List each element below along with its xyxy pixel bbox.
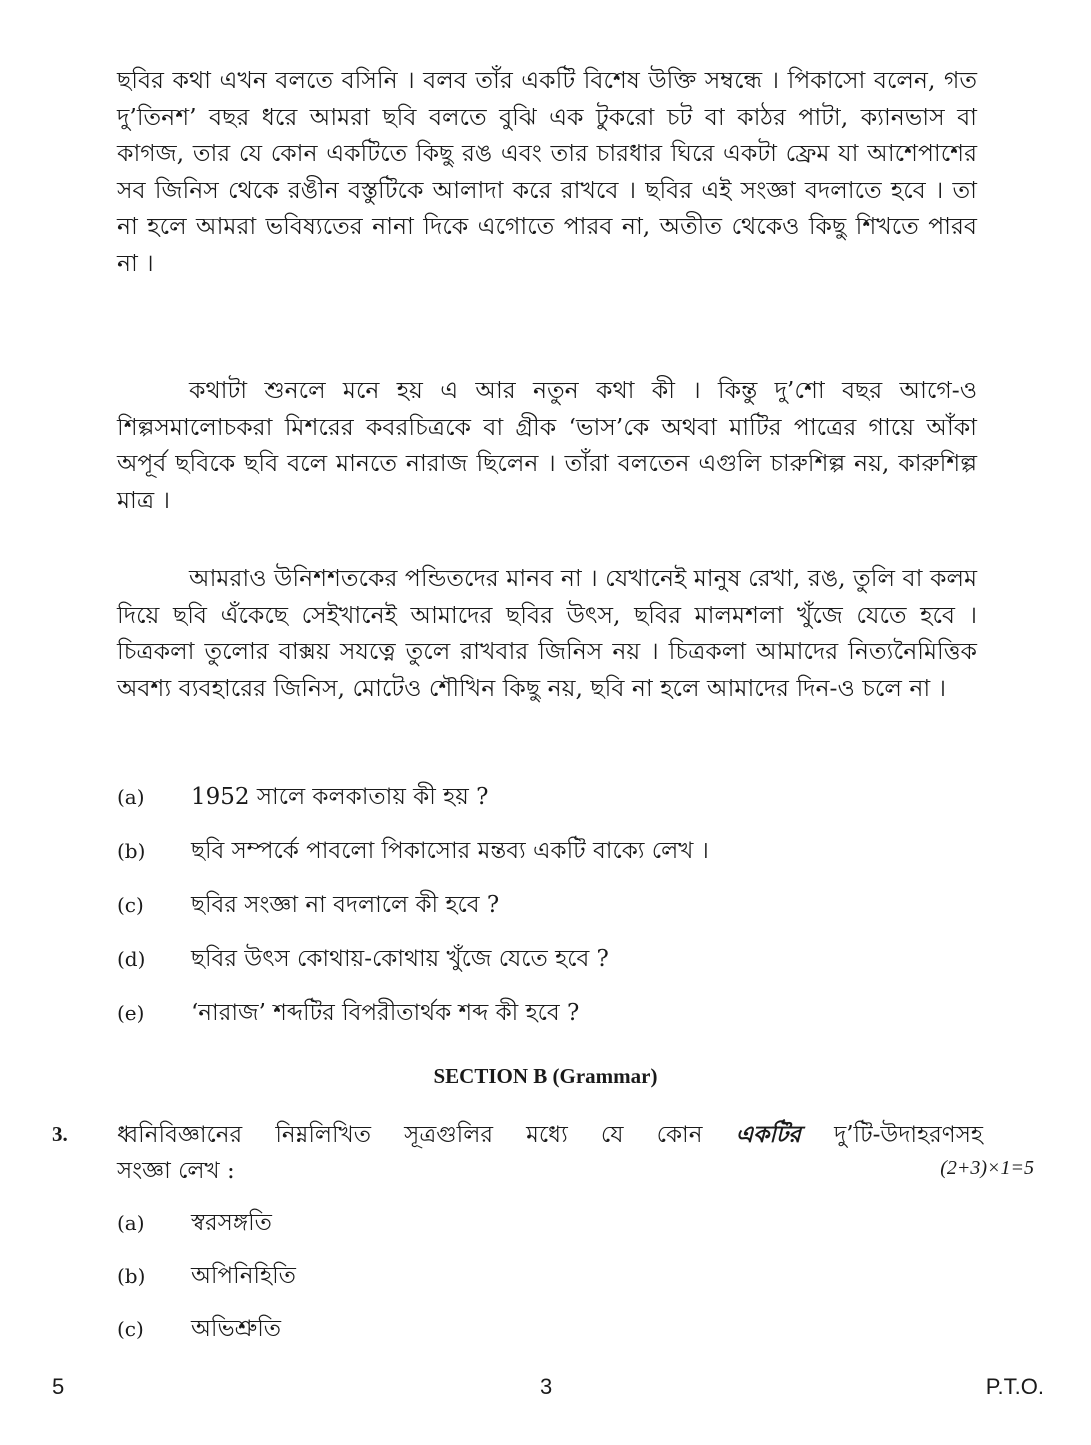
marks-allocation: (2+3)×1=5 xyxy=(940,1157,1034,1179)
q3-emphasis: একটির xyxy=(735,1121,801,1148)
section-heading: SECTION B (Grammar) xyxy=(433,1064,658,1088)
question-text: ছবি সম্পর্কে পাবলো পিকাসোর মন্তব্য একটি বাক্যে লেখ । xyxy=(191,838,709,864)
question-text: অভিশ্রুতি xyxy=(191,1316,282,1342)
question-label: (c) xyxy=(117,1317,144,1341)
question-2d xyxy=(117,942,987,976)
question-2a xyxy=(117,780,987,814)
question-3-text-line-2: সংজ্ঞা লেখ : xyxy=(117,1158,235,1184)
question-label: (a) xyxy=(117,1211,145,1235)
question-2e xyxy=(117,996,987,1030)
question-text: স্বরসঙ্গতি xyxy=(191,1210,272,1236)
footer-code: 5 xyxy=(52,1374,65,1399)
pto-label: P.T.O. xyxy=(985,1374,1044,1399)
passage-paragraph-1: ছবির কথা এখন বলতে বসিনি । বলব তাঁর একটি বিশেষ উক্তি সম্বন্ধে । পিকাসো বলেন, গত দু’তিনশ’ বছর ধরে আমরা ছবি বলতে বুঝি এক টুকরো চট বা কাঠর পাটা, ক্যানভাস বা কাগজ, তার যে কোন একটিতে কিছু রঙ এবং তার চারধার ঘিরে একটা ফ্রেম যা আশেপাশের সব জিনিস থেকে রঙীন বস্তুটিকে আলাদা করে রাখবে । ছবির এই সংজ্ঞা বদলাতে হবে । তা না হলে আমরা ভবিষ্যতের নানা দিকে এগোতে পারব না, অতীত থেকেও কিছু শিখতে পারব না । xyxy=(117,66,977,277)
question-label: (d) xyxy=(117,947,146,971)
question-2c xyxy=(117,888,987,922)
question-3c xyxy=(117,1312,987,1346)
question-label: (b) xyxy=(117,839,146,863)
question-label: (c) xyxy=(117,893,144,917)
question-3b xyxy=(117,1259,987,1293)
question-3-text-line-1 xyxy=(117,1117,983,1153)
question-text: ‘নারাজ’ শব্দটির বিপরীতার্থক শব্দ কী হবে ? xyxy=(191,1000,580,1026)
question-text: ছবির সংজ্ঞা না বদলালে কী হবে ? xyxy=(191,892,500,918)
question-label: (e) xyxy=(117,1001,145,1025)
question-number: 3. xyxy=(52,1122,68,1146)
passage-paragraph-3: আমরাও উনিশশতকের পন্ডিতদের মানব না । যেখানেই মানুষ রেখা, রঙ, তুলি বা কলম দিয়ে ছবি এঁকেছে সেইখানেই আমাদের ছবির উৎস, ছবির মালমশলা খুঁজে যেতে হবে । চিত্রকলা তুলোর বাক্সয় সযত্নে তুলে রাখবার জিনিস নয় । চিত্রকলা আমাদের নিত্যনৈমিত্তিক অবশ্য ব্যবহারের জিনিস, মোটেও শৌখিন কিছু নয়, ছবি না হলে আমাদের দিন-ও চলে না । xyxy=(117,564,977,702)
question-text: 1952 সালে কলকাতায় কী হয় ? xyxy=(191,784,489,810)
question-3a xyxy=(117,1206,987,1240)
question-text: অপিনিহিতি xyxy=(191,1263,296,1289)
passage-paragraph-2: কথাটা শুনলে মনে হয় এ আর নতুন কথা কী । কিন্তু দু’শো বছর আগে-ও শিল্পসমালোচকরা মিশরের কবরচিত্রকে বা গ্রীক ‘ভাস’কে অথবা মাটির পাত্রের গায়ে আঁকা অপূর্ব ছবিকে ছবি বলে মানতে নারাজ ছিলেন । তাঁরা বলতেন এগুলি চারুশিল্প নয়, কারুশিল্প মাত্র । xyxy=(117,376,977,514)
page-number: 3 xyxy=(540,1374,553,1399)
question-2b xyxy=(117,834,987,868)
question-text: ছবির উৎস কোথায়-কোথায় খুঁজে যেতে হবে ? xyxy=(191,946,609,972)
q3-before: ধ্বনিবিজ্ঞানের নিম্নলিখিত সূত্রগুলির মধ্যে যে কোন xyxy=(117,1122,736,1148)
q3-after: দু’টি-উদাহরণসহ xyxy=(800,1122,983,1148)
question-label: (a) xyxy=(117,785,145,809)
question-label: (b) xyxy=(117,1264,146,1288)
